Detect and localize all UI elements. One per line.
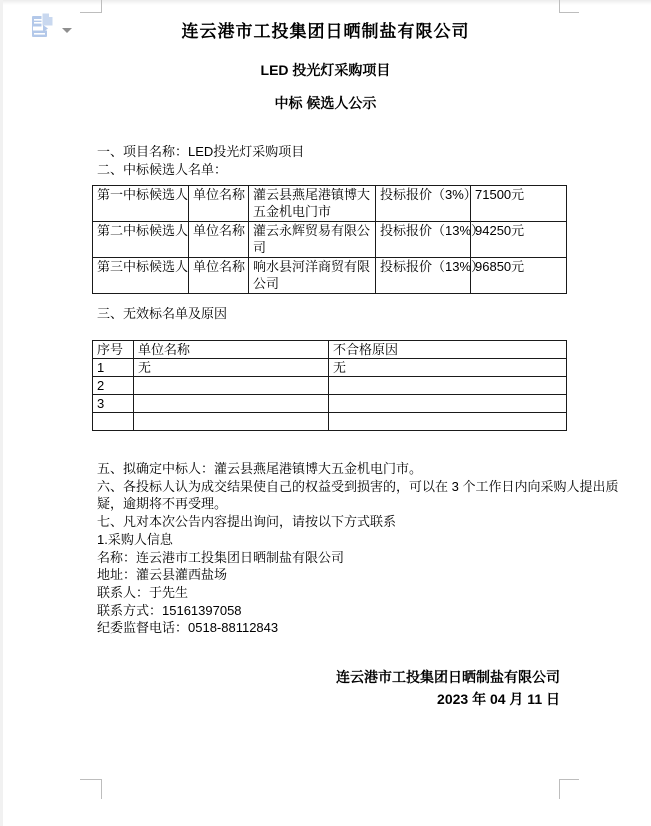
section-1-project-name: 一、项目名称：LED投光灯采购项目 bbox=[97, 144, 305, 159]
doc-title-project: LED 投光灯采购项目 bbox=[260, 62, 391, 78]
footer-date: 2023 年 04 月 11 日 bbox=[437, 691, 560, 707]
section-7-contact-heading: 七、凡对本次公告内容提出询问，请按以下方式联系 bbox=[97, 514, 397, 530]
purchaser-name: 名称：连云港市工投集团日晒制盐有限公司 bbox=[97, 549, 345, 565]
supervision-phone: 纪委监督电话：0518-88112843 bbox=[97, 620, 279, 636]
reason-cell bbox=[329, 377, 567, 395]
text-boundary-mark-top-right bbox=[559, 0, 579, 13]
unit-label-cell: 单位名称 bbox=[189, 186, 249, 222]
seq-cell: 1 bbox=[93, 359, 134, 377]
table-row bbox=[93, 222, 567, 258]
section-2-candidates-heading: 二、中标候选人名单： bbox=[97, 161, 228, 177]
candidate-rank-cell: 第二中标候选人 bbox=[93, 222, 189, 258]
section-6-objection-line2: 疑，逾期将不再受理。 bbox=[97, 496, 228, 512]
table-header-row bbox=[93, 341, 567, 359]
unit-name-cell bbox=[134, 377, 329, 395]
footer-company-signature: 连云港市工投集团日晒制盐有限公司 bbox=[336, 669, 560, 685]
unit-name-cell: 响水县河洋商贸有限公司 bbox=[249, 258, 376, 294]
unit-name-cell bbox=[134, 395, 329, 413]
table-row bbox=[93, 377, 567, 395]
text-boundary-mark-bottom-left bbox=[80, 779, 102, 799]
purchaser-info-heading: 1.采购人信息 bbox=[97, 531, 173, 547]
price-label-cell: 投标报价（3%） bbox=[376, 186, 471, 222]
unit-name-cell: 无 bbox=[134, 359, 329, 377]
reason-cell bbox=[329, 413, 567, 431]
unit-label-cell: 单位名称 bbox=[189, 258, 249, 294]
doc-title-company: 连云港市工投集团日晒制盐有限公司 bbox=[181, 22, 470, 41]
table-row bbox=[93, 186, 567, 222]
section-3-invalid-heading: 三、无效标名单及原因 bbox=[97, 306, 228, 321]
doc-title-announcement: 中标 候选人公示 bbox=[274, 95, 377, 111]
text-boundary-mark-bottom-right bbox=[559, 779, 579, 799]
table-row bbox=[93, 359, 567, 377]
purchaser-contact-person: 联系人：于先生 bbox=[97, 584, 189, 600]
seq-cell: 3 bbox=[93, 395, 134, 413]
candidate-rank-cell: 第一中标候选人 bbox=[93, 186, 189, 222]
table-row bbox=[93, 395, 567, 413]
unit-name-cell: 灌云永辉贸易有限公司 bbox=[249, 222, 376, 258]
text-boundary-mark-top-left bbox=[80, 0, 102, 13]
table-row bbox=[93, 258, 567, 294]
candidate-rank-cell: 第三中标候选人 bbox=[93, 258, 189, 294]
column-header: 单位名称 bbox=[134, 341, 329, 359]
unit-label-cell: 单位名称 bbox=[189, 222, 249, 258]
purchaser-address: 地址：灌云县灌西盐场 bbox=[97, 567, 228, 583]
invalid-bids-table bbox=[92, 340, 567, 431]
candidates-table bbox=[92, 185, 567, 294]
reason-cell bbox=[329, 395, 567, 413]
section-5-winner: 五、拟确定中标人：灌云县燕尾港镇博大五金机电门市。 bbox=[97, 461, 423, 476]
price-value-cell: 96850元 bbox=[471, 258, 567, 294]
column-header: 不合格原因 bbox=[329, 341, 567, 359]
purchaser-phone: 联系方式：15161397058 bbox=[97, 602, 242, 618]
unit-name-cell: 灌云县燕尾港镇博大五金机电门市 bbox=[249, 186, 376, 222]
price-value-cell: 71500元 bbox=[471, 186, 567, 222]
page-left-edge-shading bbox=[0, 0, 3, 826]
column-header: 序号 bbox=[93, 341, 134, 359]
reason-cell: 无 bbox=[329, 359, 567, 377]
seq-cell: 2 bbox=[93, 377, 134, 395]
section-6-objection-line1: 六、各投标人认为成交结果使自己的权益受到损害的，可以在 3 个工作日内向采购人提出质 bbox=[97, 478, 619, 494]
unit-name-cell bbox=[134, 413, 329, 431]
seq-cell bbox=[93, 413, 134, 431]
price-value-cell: 94250元 bbox=[471, 222, 567, 258]
table-row bbox=[93, 413, 567, 431]
price-label-cell: 投标报价（13%） bbox=[376, 222, 471, 258]
price-label-cell: 投标报价（13%） bbox=[376, 258, 471, 294]
